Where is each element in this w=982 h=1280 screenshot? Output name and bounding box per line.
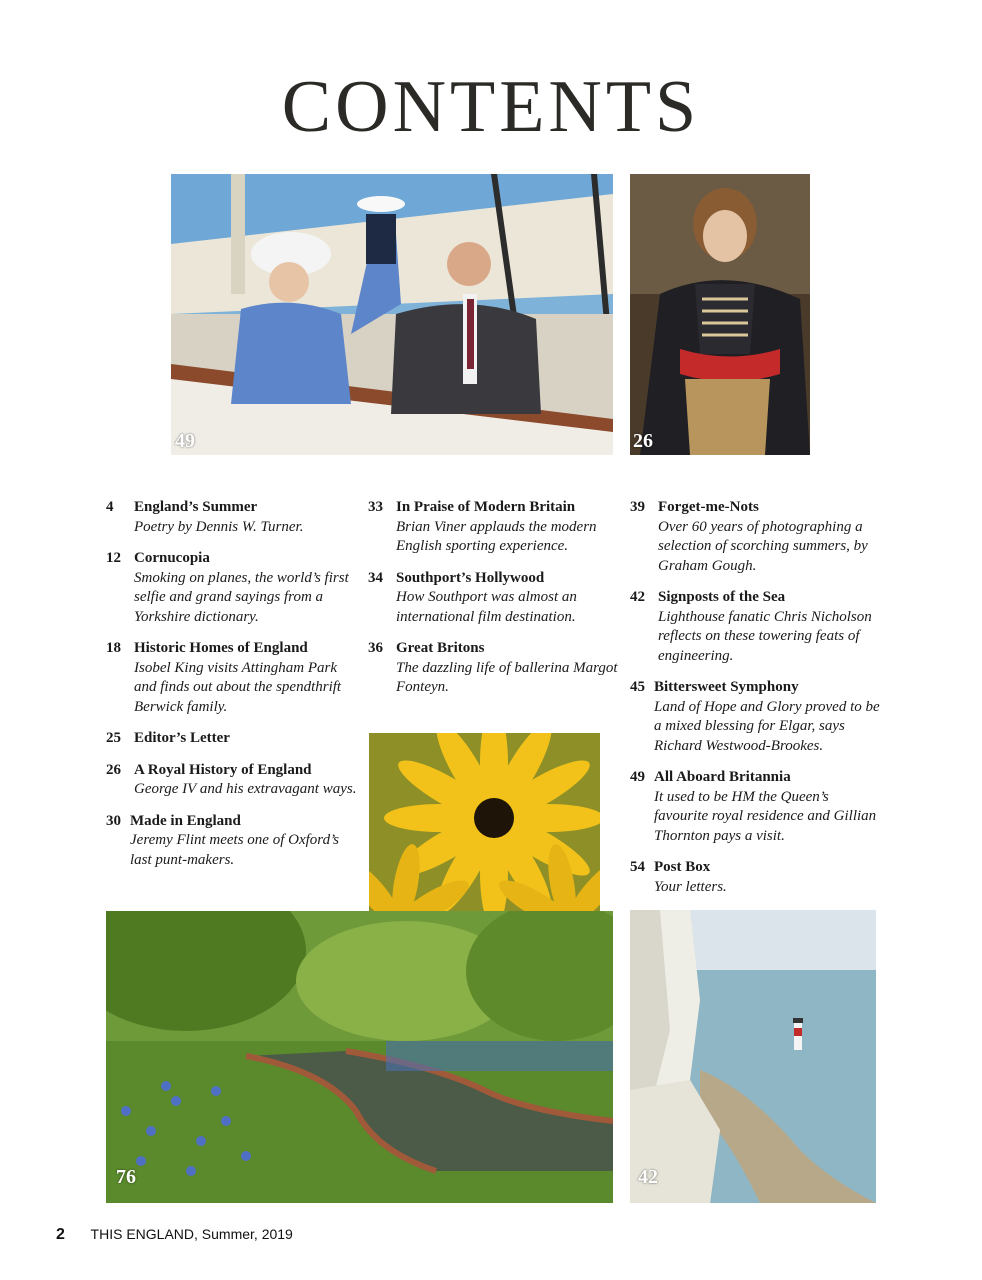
folio-page-number: 2 (56, 1226, 65, 1243)
photo-page-number: 26 (633, 430, 653, 452)
entry-title: Made in England (130, 812, 241, 829)
photo-page-number: 49 (175, 430, 195, 452)
entry-page-number: 54 (630, 859, 645, 875)
entry-page-number: 36 (368, 640, 383, 656)
entry-description: Over 60 years of photographing a selection of scorching summers, by Graham Gough. (658, 518, 868, 574)
contents-entry[interactable] (368, 569, 618, 628)
entry-title: Forget-me-Nots (658, 499, 759, 515)
george-iv-portrait-painting (630, 174, 810, 455)
contents-column-right (630, 498, 880, 909)
contents-entry[interactable] (106, 549, 361, 627)
royal-couple-on-yacht-photo (171, 174, 613, 455)
entry-title: Historic Homes of England (134, 640, 308, 656)
contents-entry[interactable] (630, 858, 880, 897)
entry-description: Your letters. (654, 878, 727, 895)
entry-title: Cornucopia (134, 550, 210, 566)
yellow-rudbeckia-flowers-photo (369, 733, 600, 941)
entry-title: In Praise of Modern Britain (396, 499, 576, 515)
entry-description: How Southport was almost an international film destination. (396, 589, 577, 625)
page-title: CONTENTS (281, 66, 701, 148)
entry-title: Bittersweet Symphony (654, 679, 799, 695)
contents-entry[interactable] (368, 498, 618, 557)
entry-description: The dazzling life of ballerina Margot Fonteyn. (396, 659, 618, 695)
entry-description: George IV and his extravagant ways. (134, 781, 357, 797)
entry-title: Southport’s Hollywood (396, 569, 545, 586)
contents-entry[interactable] (630, 498, 880, 576)
photo-page-number: 76 (116, 1166, 136, 1188)
contents-entry[interactable] (368, 639, 618, 698)
entry-page-number: 18 (106, 640, 121, 656)
entry-page-number: 25 (106, 730, 121, 746)
contents-entry[interactable] (106, 498, 361, 537)
entry-page-number: 39 (630, 499, 645, 515)
entry-page-number: 30 (106, 812, 121, 829)
entry-description: Lighthouse fanatic Chris Nicholson reflects on these towering feats of engineering. (658, 608, 872, 664)
contents-entry[interactable] (106, 812, 361, 871)
entry-description: Isobel King visits Attingham Park and finds out about the spendthrift Berwick family. (134, 659, 342, 715)
photo-page-number: 42 (638, 1166, 658, 1188)
entry-page-number: 49 (630, 769, 645, 785)
contents-entry[interactable] (106, 729, 361, 749)
entry-page-number: 4 (106, 499, 114, 515)
contents-column-middle (368, 498, 618, 710)
entry-description: It used to be HM the Queen’s favourite royal residence and Gillian Thornton pays a visit. (654, 788, 877, 844)
garden-canal-irises-photo (106, 911, 613, 1203)
entry-title: England’s Summer (134, 499, 258, 515)
entry-title: Editor’s Letter (134, 730, 230, 746)
entry-description: Brian Viner applauds the modern English sporting experience. (396, 518, 597, 554)
contents-entry[interactable] (630, 768, 880, 846)
chalk-cliffs-lighthouse-photo (630, 910, 876, 1203)
entry-title: A Royal History of England (134, 761, 312, 778)
entry-description: Jeremy Flint meets one of Oxford’s last punt-makers. (130, 832, 339, 868)
entry-page-number: 42 (630, 589, 645, 605)
entry-page-number: 12 (106, 550, 121, 566)
contents-column-left (106, 498, 361, 882)
entry-description: Smoking on planes, the world’s first selfie and grand sayings from a Yorkshire dictionary. (134, 569, 349, 625)
page-footer (56, 1226, 293, 1244)
contents-entry[interactable] (630, 588, 880, 666)
contents-entry[interactable] (630, 678, 880, 756)
entry-title: Signposts of the Sea (658, 589, 786, 605)
entry-description: Land of Hope and Glory proved to be a mixed blessing for Elgar, says Richard Westwood-Brookes. (654, 698, 880, 754)
issue-label: THIS ENGLAND, Summer, 2019 (90, 1226, 293, 1242)
entry-title: All Aboard Britannia (654, 769, 791, 785)
entry-page-number: 26 (106, 761, 121, 778)
contents-entry[interactable] (106, 761, 361, 800)
entry-title: Post Box (654, 859, 711, 875)
entry-page-number: 45 (630, 679, 645, 695)
contents-entry[interactable] (106, 639, 361, 717)
entry-page-number: 34 (368, 569, 383, 586)
entry-page-number: 33 (368, 499, 383, 515)
entry-title: Great Britons (396, 640, 485, 656)
entry-description: Poetry by Dennis W. Turner. (134, 518, 304, 535)
